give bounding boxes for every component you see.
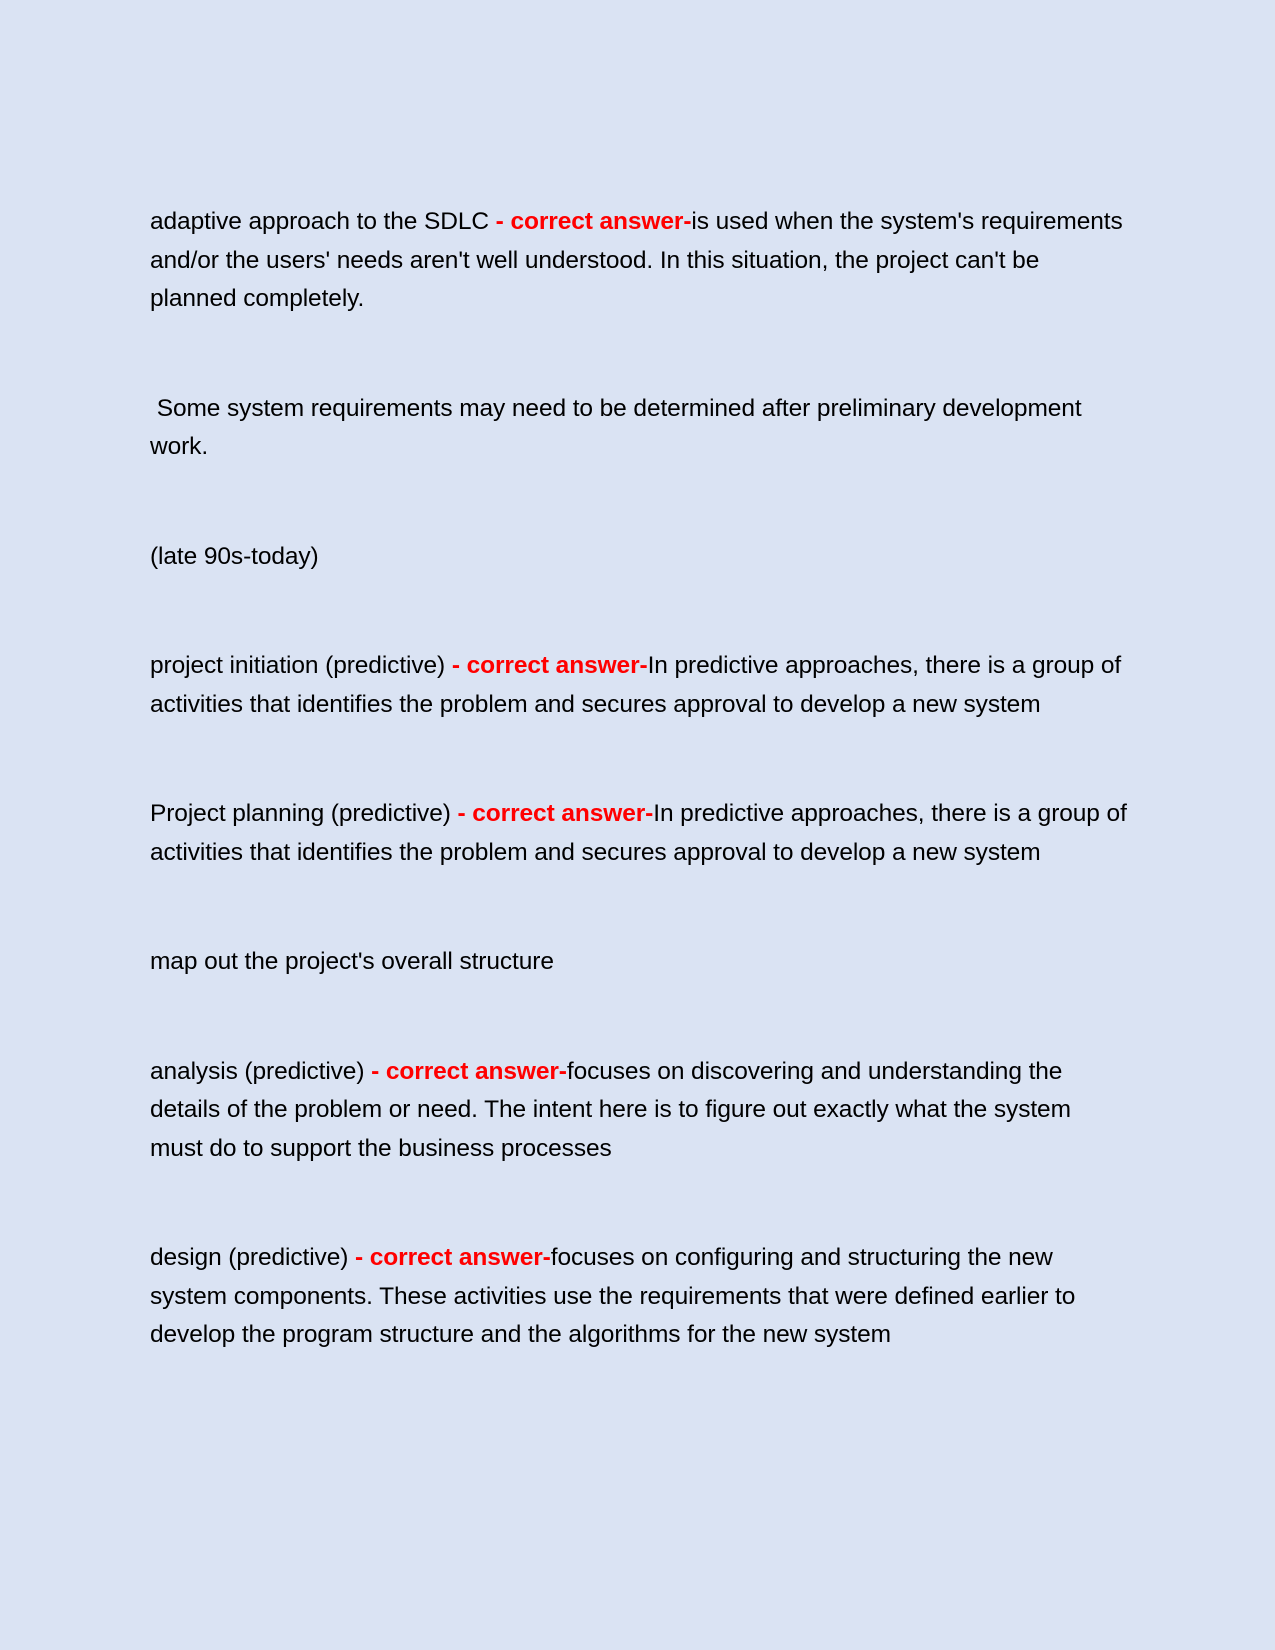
- correct-answer-marker: - correct answer-: [450, 800, 654, 827]
- entry-definition: focuses on configuring and structuring the new system components. These activities use the requirements that were defined earlier to develop the program structure and the algorithms for the new system: [150, 1244, 1082, 1348]
- note-paragraph: Some system requirements may need to be determined after preliminary development work.: [150, 394, 1089, 460]
- correct-answer-marker: - correct answer-: [445, 652, 648, 679]
- note-paragraph: (late 90s-today): [150, 542, 319, 570]
- paragraph-gap: [150, 576, 1130, 647]
- flashcard-entry: [150, 1239, 1130, 1355]
- entry-term: Project planning (predictive): [150, 800, 451, 827]
- flashcard-entry: [150, 795, 1134, 872]
- document-content: [150, 203, 1134, 1355]
- paragraph-gap: [150, 872, 1130, 943]
- entry-definition: focuses on discovering and understanding the details of the problem or need. The intent here is to figure out exactly what the system must do to support the business processes: [150, 1057, 1078, 1162]
- entry-term: design (predictive): [150, 1244, 349, 1271]
- paragraph-gap: [150, 724, 1130, 795]
- paragraph-gap: [150, 319, 1130, 390]
- correct-answer-marker: - correct answer-: [488, 208, 692, 235]
- paragraph-gap: [150, 1168, 1130, 1239]
- entry-definition: is used when the system's requirements and/or the users' needs aren't well understood. In this situation, the project can't be planned completely.: [150, 208, 1130, 312]
- entry-definition: In predictive approaches, there is a group of activities that identifies the problem and secures approval to develop a new system: [150, 652, 1128, 718]
- paragraph-gap: [150, 982, 1130, 1053]
- entry-term: analysis (predictive): [150, 1057, 365, 1085]
- correct-answer-marker: - correct answer-: [348, 1244, 551, 1271]
- paragraph-gap: [150, 467, 1130, 538]
- flashcard-entry: [150, 1053, 1130, 1169]
- note-paragraph: map out the project's overall structure: [150, 948, 554, 975]
- correct-answer-marker: - correct answer-: [364, 1057, 567, 1085]
- flashcard-entry: [150, 203, 1130, 319]
- entry-term: adaptive approach to the SDLC: [150, 208, 489, 235]
- flashcard-entry: [150, 647, 1130, 724]
- entry-definition: In predictive approaches, there is a group of activities that identifies the problem and secures approval to develop a new system: [150, 800, 1134, 866]
- entry-term: project initiation (predictive): [150, 652, 446, 679]
